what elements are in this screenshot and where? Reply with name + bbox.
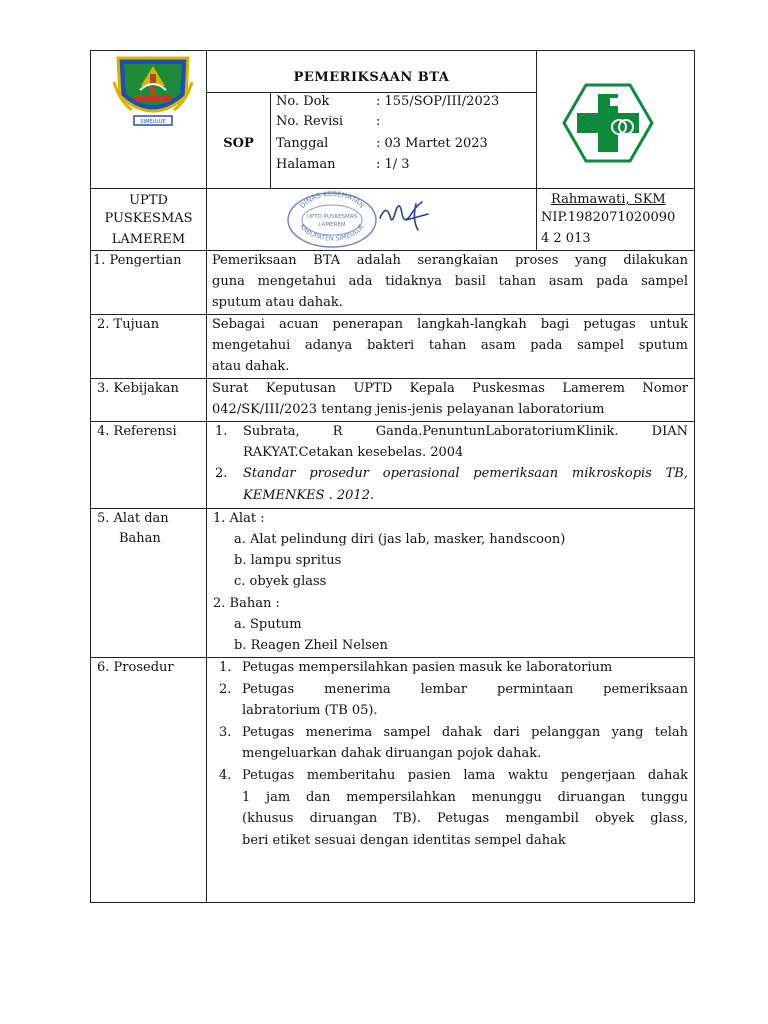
tujuan-line-2: mengetahui adanya bakteri tahan asam pada sampel sputum [212,338,688,353]
stamp-inner-1: UPTD PUSKESMAS [306,214,358,220]
official-stamp [284,190,380,248]
table-border-bottom [90,902,695,903]
tanggal-label: Tanggal [276,136,329,151]
table-border-left [90,50,91,903]
table-border-top [90,50,695,51]
referensi-label: 4. Referensi [97,424,177,439]
tujuan-label: 2. Tujuan [97,317,160,332]
tanggal-value: : 03 Martet 2023 [376,136,488,151]
halaman-label: Halaman [276,157,336,172]
tujuan-line-1: Sebagai acuan penerapan langkah-langkah bagi petugas untuk [212,317,688,332]
no-dok-value: : 155/SOP/III/2023 [376,94,500,109]
pengertian-line-3: sputum atau dahak. [212,295,343,310]
signer-nip-2: 4 2 013 [541,231,591,246]
alat-item-a: a. Alat pelindung diri (jas lab, masker, handscoon) [234,532,566,547]
prosedur-num-4: 4. [219,768,232,783]
prosedur-num-1: 1. [219,660,232,675]
prosedur-num-3: 3. [219,725,232,740]
svg-text:DINAS KESEHATAN [298,190,365,210]
stamp-bottom-text: KABUPATEN SIMEULUE [298,222,366,243]
prosedur-1-line-1: Petugas mempersilahkan pasien masuk ke laboratorium [242,660,613,675]
referensi-1-line-1: Subrata, R Ganda.PenuntunLaboratoriumKlinik. DIAN [243,424,688,439]
kebijakan-label: 3. Kebijakan [97,381,179,396]
prosedur-4-line-2: 1 jam dan mempersilahkan menunggu diruangan tunggu [242,790,688,805]
puskesmas-cross-logo [562,82,654,164]
pengertian-line-1: Pemeriksaan BTA adalah serangkaian proses yang dilakukan [212,253,688,268]
prosedur-2-line-2: labratorium (TB 05). [242,703,378,718]
kebijakan-line-1: Surat Keputusan UPTD Kepala Puskesmas Lamerem Nomor [212,381,688,396]
no-dok-label: No. Dok [276,94,330,109]
header-divider [90,188,695,189]
org-line-3: LAMEREM [111,232,186,247]
referensi-num-2: 2. [215,466,228,481]
referensi-2-line-2: KEMENKES . 2012. [243,488,375,503]
referensi-num-1: 1. [215,424,228,439]
prosedur-4-line-4: beri etiket sesuai dengan identitas sempel dahak [242,833,566,848]
prosedur-label: 6. Prosedur [97,660,174,675]
referensi-2-line-1: Standar prosedur operasional pemeriksaan mikroskopis TB, [243,466,688,481]
sop-label: SOP [223,136,254,151]
alat-heading: 1. Alat : [213,511,265,526]
prosedur-2-line-1: Petugas menerima lembar permintaan pemeriksaan [242,682,688,697]
bahan-item-b: b. Reagen Zheil Nelsen [234,638,388,653]
no-revisi-label: No. Revisi [276,114,344,129]
label-column-divider [206,50,207,903]
signer-name: Rahmawati, SKM [551,192,666,207]
org-line-2: PUSKESMAS [104,211,193,226]
signer-nip-1: NIP.1982071020090 [541,210,676,225]
logo-banner-text: SIMEULUE [140,119,166,125]
prosedur-num-2: 2. [219,682,232,697]
bahan-heading: 2. Bahan : [213,596,280,611]
no-revisi-value: : [376,114,381,129]
document-title: PEMERIKSAAN BTA [293,70,450,85]
stamp-inner-2: LAMEREM [318,222,346,228]
pengertian-label: 1. Pengertian [93,253,182,268]
org-line-1: UPTD [129,193,168,208]
table-border-right [694,50,695,903]
row-divider-5 [90,508,695,509]
kebijakan-line-2: 042/SK/III/2023 tentang jenis-jenis pelayanan laboratorium [212,402,605,417]
prosedur-4-line-1: Petugas memberitahu pasien lama waktu pengerjaan dahak [242,768,688,783]
sop-column-divider [270,92,271,188]
tujuan-line-3: atau dahak. [212,359,290,374]
prosedur-3-line-1: Petugas menerima sampel dahak dari pelanggan yang telah [242,725,688,740]
signature [376,196,434,236]
kabupaten-logo [110,52,196,130]
alat-label-1: 5. Alat dan [97,511,169,526]
prosedur-4-line-3: (khusus diruangan TB). Petugas mengambil obyek glass, [242,811,688,826]
referensi-1-line-2: RAKYAT.Cetakan kesebelas. 2004 [243,445,464,460]
halaman-value: : 1/ 3 [376,157,410,172]
bahan-item-a: a. Sputum [234,617,302,632]
stamp-top-text: DINAS KESEHATAN [298,190,366,210]
pengertian-line-2: guna mengetahui ada tidaknya basil tahan asam pada sampel [212,274,688,289]
right-header-divider [536,50,537,250]
prosedur-3-line-2: mengeluarkan dahak diruangan pojok dahak. [242,746,542,761]
alat-item-b: b. lampu spritus [234,553,342,568]
alat-label-2: Bahan [119,531,161,546]
alat-item-c: c. obyek glass [234,574,327,589]
